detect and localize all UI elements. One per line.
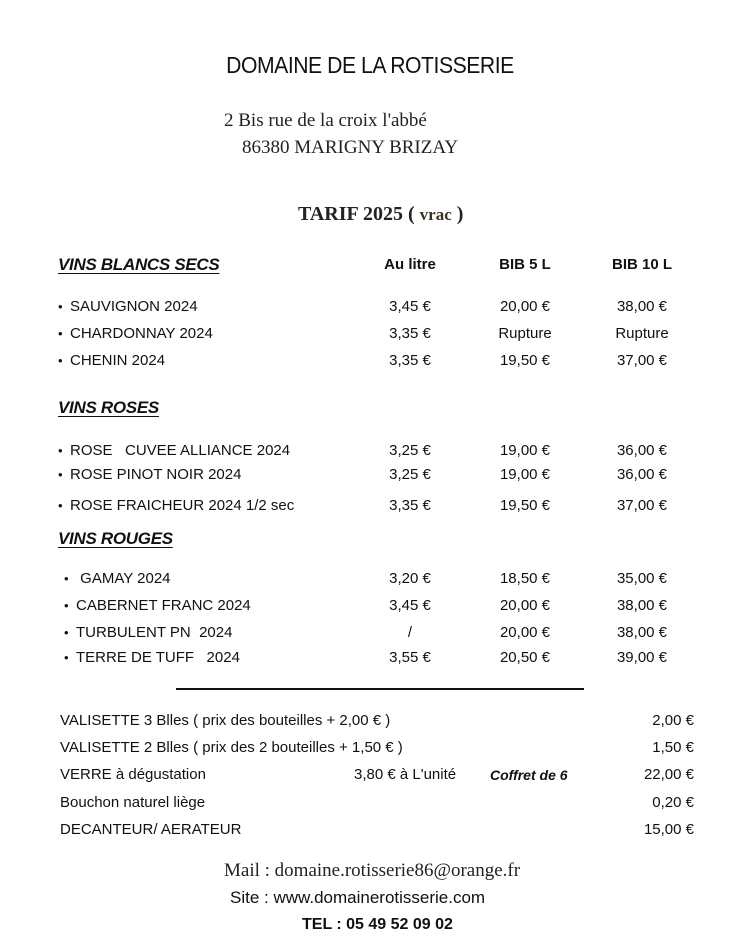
price-litre: / (407, 624, 413, 641)
price-bib10: 36,00 € (616, 466, 668, 483)
price-litre: 3,35 € (389, 497, 431, 514)
price-bib5: Rupture (498, 325, 552, 342)
price-litre: 3,45 € (389, 298, 431, 315)
wine-row-name (58, 442, 290, 459)
price-bib10: 38,00 € (616, 597, 668, 614)
bullet-icon: • (58, 326, 63, 341)
column-header-bib10: BIB 10 L (611, 256, 672, 273)
extra-note-coffret: Coffret de 6 (490, 767, 568, 783)
price-bib5: 19,50 € (499, 497, 551, 514)
price-litre: 3,20 € (389, 570, 431, 587)
column-header-bib5: BIB 5 L (499, 256, 551, 273)
price-litre: 3,35 € (389, 325, 431, 342)
address-city: 86380 MARIGNY BRIZAY (242, 137, 459, 158)
extra-label: VALISETTE 2 Blles ( prix des 2 bouteilles + 1,50 € ) (60, 739, 403, 756)
price-bib5: 19,00 € (499, 442, 551, 459)
bullet-icon: • (64, 571, 69, 586)
extra-price: 2,00 € (652, 712, 694, 729)
section-title-vins-blancs: VINS BLANCS SECS (58, 255, 220, 274)
price-bib10: Rupture (615, 325, 669, 342)
extra-price: 0,20 € (652, 794, 694, 811)
price-bib10: 38,00 € (616, 298, 668, 315)
extra-price: 22,00 € (643, 766, 694, 783)
wine-row-name (58, 466, 241, 483)
section-title-vins-rouges: VINS ROUGES (58, 529, 173, 548)
wine-row-name (64, 649, 240, 666)
price-litre: 3,55 € (389, 649, 431, 666)
wine-name: ROSE PINOT NOIR 2024 (70, 466, 242, 483)
tarif-label: TARIF 2025 ( (298, 203, 415, 225)
price-bib5: 19,50 € (499, 352, 551, 369)
contact-site: Site : www.domainerotisserie.com (230, 888, 486, 907)
wine-name: GAMAY 2024 (76, 570, 171, 587)
wine-row-name (58, 298, 198, 315)
wine-name: CABERNET FRANC 2024 (76, 597, 251, 614)
price-bib5: 19,00 € (499, 466, 551, 483)
wine-name: CHARDONNAY 2024 (70, 325, 213, 342)
price-bib10: 37,00 € (616, 352, 668, 369)
wine-name: ROSE CUVEE ALLIANCE 2024 (70, 442, 291, 459)
wine-row-name (64, 570, 171, 587)
price-bib10: 37,00 € (616, 497, 668, 514)
domain-title: DOMAINE DE LA ROTISSERIE (226, 52, 514, 78)
tarif-close: ) (456, 203, 464, 225)
price-bib10: 39,00 € (616, 649, 668, 666)
extra-label: Bouchon naturel liège (60, 794, 206, 811)
price-litre: 3,25 € (389, 442, 431, 459)
price-bib5: 18,50 € (499, 570, 551, 587)
price-litre: 3,45 € (389, 597, 431, 614)
tarif-vrac: vrac (419, 205, 452, 224)
price-bib5: 20,50 € (499, 649, 551, 666)
price-bib10: 35,00 € (616, 570, 668, 587)
bullet-icon: • (64, 625, 69, 640)
wine-row-name (64, 597, 251, 614)
bullet-icon: • (58, 353, 63, 368)
bullet-icon: • (64, 598, 69, 613)
wine-row-name (58, 325, 213, 342)
wine-row-name (64, 624, 232, 641)
wine-name: SAUVIGNON 2024 (70, 298, 198, 315)
wine-row-name (58, 497, 294, 514)
price-litre: 3,25 € (389, 466, 431, 483)
tarif-heading (298, 203, 463, 226)
section-title-vins-roses: VINS ROSES (58, 398, 159, 417)
price-bib10: 38,00 € (616, 624, 668, 641)
wine-name: TERRE DE TUFF 2024 (76, 649, 240, 666)
bullet-icon: • (58, 299, 63, 314)
extra-price: 15,00 € (643, 821, 694, 838)
price-litre: 3,35 € (389, 352, 431, 369)
wine-name: TURBULENT PN 2024 (76, 624, 233, 641)
divider-line (176, 688, 584, 690)
extra-price: 1,50 € (652, 739, 694, 756)
extra-label: VERRE à dégustation (60, 766, 206, 783)
extra-label: VALISETTE 3 Blles ( prix des bouteilles + 2,00 € ) (60, 712, 391, 729)
extra-label: DECANTEUR/ AERATEUR (60, 821, 242, 838)
address-street: 2 Bis rue de la croix l'abbé (224, 110, 427, 131)
bullet-icon: • (58, 467, 63, 482)
wine-name: CHENIN 2024 (70, 352, 166, 369)
contact-mail: Mail : domaine.rotisserie86@orange.fr (224, 860, 521, 881)
column-header-litre: Au litre (384, 256, 436, 273)
price-bib10: 36,00 € (616, 442, 668, 459)
wine-row-name (58, 352, 165, 369)
bullet-icon: • (58, 443, 63, 458)
price-bib5: 20,00 € (499, 298, 551, 315)
price-bib5: 20,00 € (499, 597, 551, 614)
price-bib5: 20,00 € (499, 624, 551, 641)
bullet-icon: • (58, 498, 63, 513)
extra-unit-price: 3,80 € à L'unité (354, 766, 457, 783)
bullet-icon: • (64, 650, 69, 665)
contact-tel: TEL : 05 49 52 09 02 (302, 916, 453, 933)
wine-name: ROSE FRAICHEUR 2024 1/2 sec (70, 497, 295, 514)
